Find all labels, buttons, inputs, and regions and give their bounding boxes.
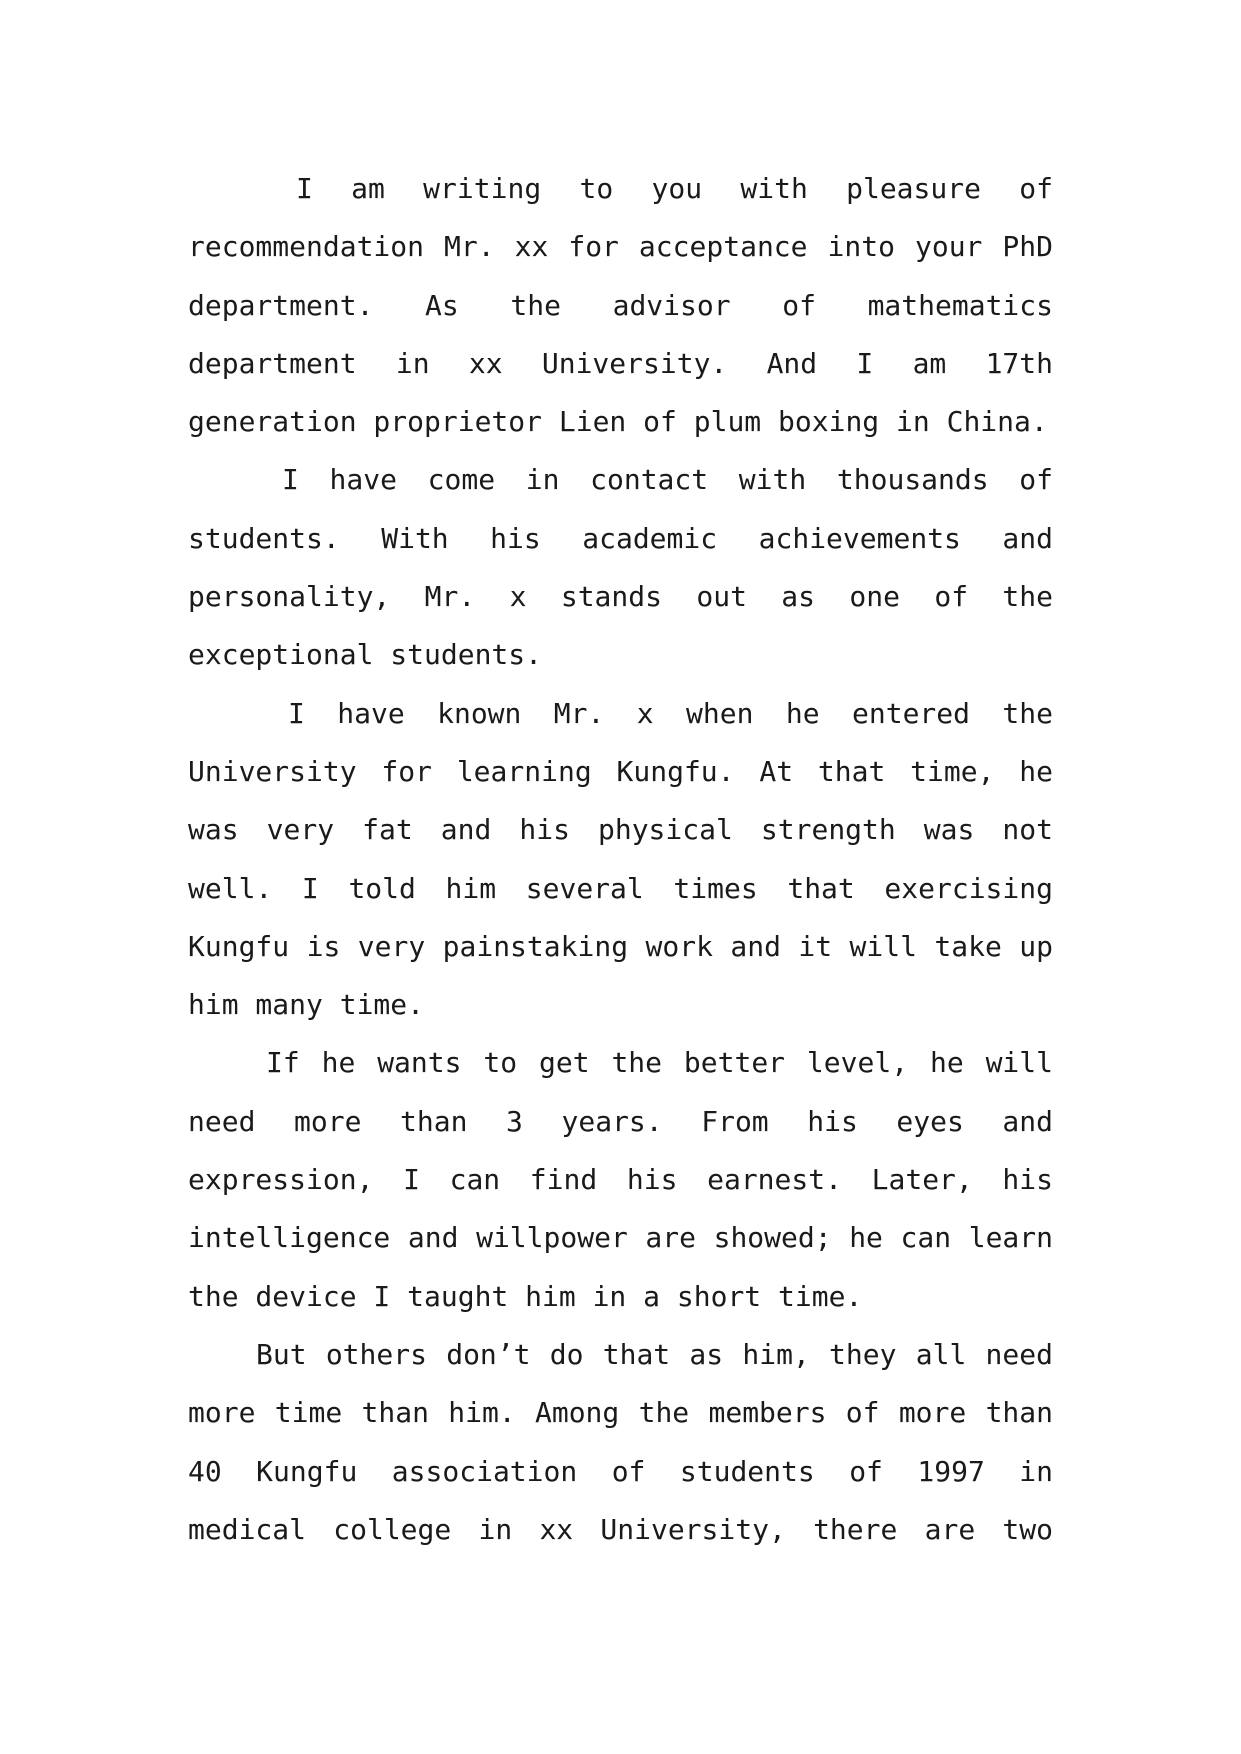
letter-body <box>188 160 1053 1559</box>
paragraph-5: But others don’t do that as him, they all need more time than him. Among the members of more than 40 Kungfu association of students of 1997 in medical college in xx University, there are two <box>188 1337 1053 1546</box>
paragraph-1: I am writing to you with pleasure of recommendation Mr. xx for acceptance into your PhD department. As the advisor of mathematics department in xx University. And I am 17th generation proprietor Lien of plum boxing in China. <box>188 172 1053 439</box>
paragraph-3: I have known Mr. x when he entered the University for learning Kungfu. At that time, he was very fat and his physical strength was not well. I told him several times that exercising Kungfu is very painstaking work and it will take up him many time. <box>188 696 1053 1022</box>
paragraph-2: I have come in contact with thousands of students. With his academic achievements and personality, Mr. x stands out as one of the exceptional students. <box>188 463 1053 672</box>
paragraph-4: If he wants to get the better level, he will need more than 3 years. From his eyes and expression, I can find his earnest. Later, his intelligence and willpower are showed; he can learn the device I taught him in a short time. <box>188 1046 1053 1313</box>
